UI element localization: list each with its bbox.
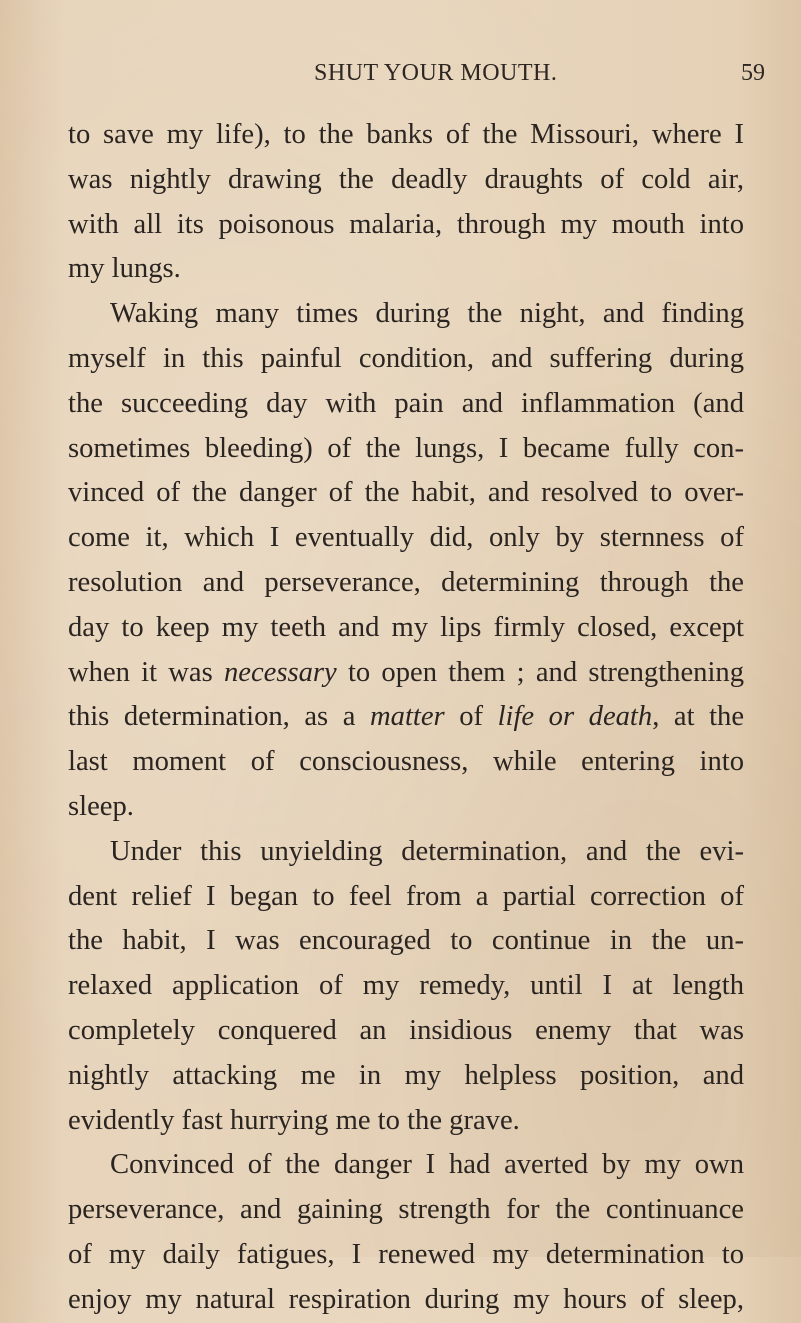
text-line: my lungs. — [68, 253, 181, 285]
text-line: evidently fast hurrying me to the grave. — [68, 1104, 520, 1136]
text-line: completely conquered an insidious enemy that was — [68, 1014, 744, 1046]
text-line: of my daily fatigues, I renewed my determination to — [68, 1238, 744, 1270]
italic-emphasis: matter — [370, 701, 445, 733]
text-line: the habit, I was encouraged to continue in the un- — [68, 925, 744, 957]
text-line: the succeeding day with pain and inflammation (and — [68, 387, 744, 419]
text-line: myself in this painful condition, and suffering during — [68, 342, 744, 374]
text-line: was nightly drawing the deadly draughts of cold air, — [68, 163, 744, 195]
text-line: enjoy my natural respiration during my hours of sleep, — [68, 1283, 744, 1315]
text-line: vinced of the danger of the habit, and resolved to over- — [68, 477, 744, 509]
text-line: nightly attacking me in my helpless position, and — [68, 1059, 744, 1091]
text-line: with all its poisonous malaria, through my mouth into — [68, 208, 744, 240]
page-number: 59 — [741, 60, 765, 86]
text-line: sometimes bleeding) of the lungs, I became fully con- — [68, 432, 744, 464]
text-line: Convinced of the danger I had averted by my own — [110, 1149, 744, 1181]
text-line: perseverance, and gaining strength for the continuance — [68, 1194, 744, 1226]
italic-emphasis: life or death — [497, 701, 653, 733]
text-line: this determination, as a matter of life or death, at the — [68, 701, 745, 733]
text-line: come it, which I eventually did, only by sternness of — [68, 522, 744, 554]
text-line: when it was necessary to open them ; and strengthening — [68, 656, 744, 688]
text-line: relaxed application of my remedy, until I at length — [68, 970, 744, 1002]
running-title: SHUT YOUR MOUTH. — [314, 60, 558, 86]
text-line: Waking many times during the night, and finding — [110, 298, 744, 330]
text-line: last moment of consciousness, while entering into — [68, 746, 744, 778]
body-text — [68, 113, 744, 1323]
text-line: dent relief I began to feel from a partial correction of — [68, 880, 744, 912]
text-line: sleep. — [68, 790, 134, 822]
text-line: resolution and perseverance, determining through the — [68, 566, 744, 598]
running-head — [0, 60, 801, 90]
text-line: day to keep my teeth and my lips firmly closed, except — [68, 611, 744, 643]
italic-emphasis: necessary — [223, 656, 337, 688]
text-line: Under this unyielding determination, and the evi- — [110, 835, 744, 867]
text-line: to save my life), to the banks of the Missouri, where I — [68, 119, 744, 150]
